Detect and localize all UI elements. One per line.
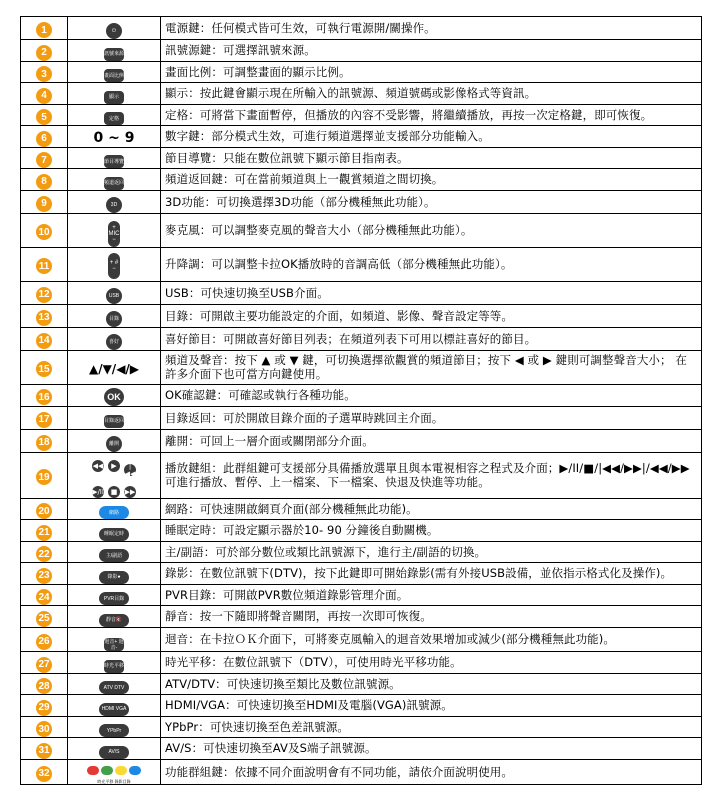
play-keys-icon xyxy=(68,453,160,498)
row-number-badge: 23 xyxy=(36,568,52,584)
row-number-badge: 9 xyxy=(36,196,52,212)
remote-button-icon: 頻道返回 xyxy=(104,177,124,190)
description-cell xyxy=(161,281,702,304)
table-row xyxy=(21,83,702,105)
remote-button-icon: OK xyxy=(104,388,124,406)
row-number-cell xyxy=(21,584,68,606)
button-icon-cell xyxy=(68,61,161,83)
description-text: 播放鍵組：此群組鍵可支援部分具備播放選單且與本電視相容之程式及介面；▶/II/■/|◀◀/▶▶|/◀◀/▶▶可進行播放、暫停、上一檔案、下一檔案、快退及快進等功能。 xyxy=(165,461,690,489)
button-icon-cell xyxy=(68,520,161,542)
description-text: 目錄：可開啟主要功能設定的介面，如頻道、影像、聲音設定等等。 xyxy=(165,308,513,323)
row-number-cell xyxy=(21,673,68,695)
description-text: 畫面比例：可調整畫面的顯示比例。 xyxy=(165,64,351,79)
row-number-badge: 22 xyxy=(36,546,52,562)
table-row xyxy=(21,104,702,126)
description-cell xyxy=(161,652,702,674)
row-number-badge: 18 xyxy=(36,435,52,451)
row-number-cell xyxy=(21,61,68,83)
row-number-cell xyxy=(21,606,68,628)
remote-button-icon: 目錄 xyxy=(106,311,122,327)
description-text: 時光平移：在數位訊號下（DTV），可使用時光平移功能。 xyxy=(165,655,462,670)
play-key-icon: ▶/II xyxy=(92,487,104,496)
row-number-cell xyxy=(21,327,68,350)
remote-button-icon: 節目導覽 xyxy=(104,155,124,168)
row-number-cell xyxy=(21,83,68,105)
row-number-badge: 15 xyxy=(36,361,52,377)
row-number-badge: 7 xyxy=(36,152,52,168)
button-icon-cell xyxy=(68,759,161,784)
row-number-cell xyxy=(21,627,68,652)
table-row xyxy=(21,541,702,563)
description-cell xyxy=(161,40,702,62)
play-key-icon: |◀◀ xyxy=(124,461,136,478)
remote-button-icon: 目錄返回 xyxy=(104,415,124,428)
remote-button-icon: 主/副語 xyxy=(99,549,129,562)
description-cell xyxy=(161,498,702,520)
remote-button-icon: 睡眠定時 xyxy=(99,528,129,541)
remote-button-icon: 顯示 xyxy=(104,91,124,104)
row-number-cell xyxy=(21,169,68,191)
table-row xyxy=(21,281,702,304)
row-number-cell xyxy=(21,406,68,429)
table-row xyxy=(21,190,702,213)
row-number-cell xyxy=(21,213,68,247)
row-number-cell xyxy=(21,695,68,717)
button-icon-cell xyxy=(68,429,161,452)
description-text: 數字鍵：部分模式生效，可進行頻道選擇並支援部分功能輸入。 xyxy=(165,129,490,144)
description-text: 頻道返回鍵：可在當前頻道與上一觀賞頻道之間切換。 xyxy=(165,172,444,187)
description-cell xyxy=(161,563,702,585)
row-number-badge: 11 xyxy=(36,258,52,274)
color-keys-icon xyxy=(68,760,160,784)
button-icon-cell xyxy=(68,40,161,62)
button-icon-cell xyxy=(68,673,161,695)
button-icon-cell xyxy=(68,738,161,760)
description-text: 主/副語：可於部分數位或類比訊號源下，進行主/副語的切換。 xyxy=(165,544,487,559)
row-number-badge: 14 xyxy=(36,333,52,349)
play-key-icon: ▶▶ xyxy=(124,487,136,496)
remote-button-icon: YPbPr xyxy=(99,724,129,737)
description-text: OK確認鍵：可確認或執行各種功能。 xyxy=(165,388,356,402)
button-icon-cell xyxy=(68,350,161,384)
description-cell xyxy=(161,247,702,281)
description-text: 錄影：在數位訊號下(DTV)，按下此鍵即可開始錄影(需有外接USB設備，並依指示格式化及操作)。 xyxy=(165,566,673,581)
row-number-badge: 21 xyxy=(36,525,52,541)
table-row xyxy=(21,350,702,384)
table-row xyxy=(21,40,702,62)
description-text: 電源鍵：任何模式皆可生效，可執行電源開/關操作。 xyxy=(165,21,436,35)
row-number-badge: 1 xyxy=(36,22,52,38)
button-icon-cell xyxy=(68,104,161,126)
row-number-cell xyxy=(21,520,68,542)
table-row xyxy=(21,126,702,148)
row-number-badge: 4 xyxy=(36,88,52,104)
row-number-badge: 29 xyxy=(36,700,52,716)
table-row xyxy=(21,406,702,429)
row-number-cell xyxy=(21,281,68,304)
description-text: PVR目錄：可開啟PVR數位頻道錄影管理介面。 xyxy=(165,587,409,602)
remote-button-icon: 離開 xyxy=(106,436,122,452)
button-icon-cell xyxy=(68,384,161,406)
description-text: 喜好節目：可開啟喜好節目列表；在頻道列表下可用以標註喜好的節目。 xyxy=(165,331,537,346)
row-number-badge: 12 xyxy=(36,287,52,303)
table-row xyxy=(21,695,702,717)
description-cell xyxy=(161,716,702,738)
remote-button-icon: PVR目錄 xyxy=(99,592,129,605)
description-cell xyxy=(161,169,702,191)
table-row xyxy=(21,147,702,169)
button-icon-cell xyxy=(68,126,161,148)
button-icon-cell xyxy=(68,213,161,247)
table-row xyxy=(21,327,702,350)
row-number-badge: 20 xyxy=(36,503,52,519)
table-row xyxy=(21,606,702,628)
description-text: 迴音：在卡拉ＯＫ介面下，可將麥克風輸入的迴音效果增加或減少(部分機種無此功能)。 xyxy=(165,632,615,647)
button-icon-cell xyxy=(68,584,161,606)
remote-button-icon: 喜好 xyxy=(106,334,122,350)
row-number-badge: 16 xyxy=(36,389,52,405)
remote-button-icon: 網路 xyxy=(99,506,129,519)
description-text: 頻道及聲音：按下 ▲ 或 ▼ 鍵，可切換選擇欲觀賞的頻道節目；按下 ◀ 或 ▶ 鍵則可調整聲音大小； 在許多介面下也可當方向鍵使用。 xyxy=(165,353,687,381)
row-number-badge: 27 xyxy=(36,657,52,673)
description-cell xyxy=(161,304,702,327)
remote-button-icon: 靜音🔇 xyxy=(99,614,129,627)
table-row xyxy=(21,652,702,674)
button-icon-cell xyxy=(68,563,161,585)
row-number-badge: 26 xyxy=(36,634,52,650)
row-number-cell xyxy=(21,429,68,452)
description-text: 功能群組鍵：依據不同介面說明會有不同功能，請依介面說明使用。 xyxy=(165,764,513,779)
remote-function-table xyxy=(20,16,702,785)
button-icon-cell xyxy=(68,541,161,563)
description-cell xyxy=(161,327,702,350)
description-text: 3D功能：可切換選擇3D功能（部分機種無此功能）。 xyxy=(165,194,436,209)
table-row xyxy=(21,61,702,83)
row-number-cell xyxy=(21,247,68,281)
button-icon-cell xyxy=(68,17,161,40)
play-key-icon: ▶ xyxy=(108,460,120,472)
color-key-icon xyxy=(129,766,141,775)
remote-button-icon: ⏻ xyxy=(106,23,122,39)
remote-button-icon: 錄影● xyxy=(99,571,129,584)
row-number-cell xyxy=(21,541,68,563)
description-cell xyxy=(161,584,702,606)
row-number-badge: 6 xyxy=(36,131,52,147)
row-number-cell xyxy=(21,190,68,213)
description-cell xyxy=(161,406,702,429)
button-icon-cell xyxy=(68,327,161,350)
button-icon-cell xyxy=(68,190,161,213)
row-number-cell xyxy=(21,716,68,738)
table-row xyxy=(21,429,702,452)
row-number-badge: 10 xyxy=(36,224,52,240)
row-number-cell xyxy=(21,104,68,126)
button-icon-cell xyxy=(68,281,161,304)
row-number-cell xyxy=(21,452,68,498)
description-cell xyxy=(161,695,702,717)
description-cell xyxy=(161,759,702,784)
row-number-cell xyxy=(21,350,68,384)
description-cell xyxy=(161,520,702,542)
description-cell xyxy=(161,17,702,40)
row-number-badge: 28 xyxy=(36,678,52,694)
row-number-badge: 2 xyxy=(36,45,52,61)
row-number-badge: 5 xyxy=(36,109,52,125)
button-icon-cell xyxy=(68,716,161,738)
description-text: USB：可快速切換至USB介面。 xyxy=(165,285,329,300)
description-cell xyxy=(161,61,702,83)
row-number-cell xyxy=(21,40,68,62)
row-number-badge: 24 xyxy=(36,589,52,605)
description-text: 升降調：可以調整卡拉OK播放時的音調高低（部分機種無此功能）。 xyxy=(165,257,513,271)
button-icon-cell xyxy=(68,147,161,169)
table-row xyxy=(21,673,702,695)
button-icon-cell xyxy=(68,452,161,498)
table-row xyxy=(21,584,702,606)
color-key-icon xyxy=(101,766,113,775)
table-row xyxy=(21,738,702,760)
button-icon-cell xyxy=(68,406,161,429)
row-number-cell xyxy=(21,384,68,406)
color-key-icon xyxy=(87,766,99,775)
row-number-badge: 25 xyxy=(36,611,52,627)
description-text: 網路：可快速開啟網頁介面(部分機種無此功能)。 xyxy=(165,501,418,516)
description-cell xyxy=(161,350,702,384)
description-cell xyxy=(161,627,702,652)
number-keys-icon: 0 ~ 9 xyxy=(93,129,135,146)
row-number-cell xyxy=(21,304,68,327)
play-key-icon: ◀◀ xyxy=(92,461,104,470)
remote-button-icon: AV/S xyxy=(99,746,129,759)
button-icon-cell xyxy=(68,83,161,105)
color-key-sub-label: 錄影目錄 xyxy=(114,778,131,784)
description-text: 靜音：按一下隨即將聲音關閉，再按一次即可恢復。 xyxy=(165,609,432,624)
description-text: 離開：可回上一層介面或關閉部分介面。 xyxy=(165,433,374,448)
button-icon-cell xyxy=(68,247,161,281)
description-cell xyxy=(161,83,702,105)
remote-button-icon: USB xyxy=(106,288,122,304)
remote-button-icon: 畫面比例 xyxy=(104,69,124,82)
play-key-icon: ■ xyxy=(108,486,120,498)
description-cell xyxy=(161,147,702,169)
remote-button-icon: 定格 xyxy=(104,112,124,125)
row-number-badge: 13 xyxy=(36,310,52,326)
row-number-cell xyxy=(21,738,68,760)
table-row xyxy=(21,759,702,784)
description-text: 顯示：按此鍵會顯示現在所輸入的訊號源、頻道號碼或影像格式等資訊。 xyxy=(165,86,537,101)
row-number-badge: 17 xyxy=(36,412,52,428)
description-text: 訊號源鍵：可選擇訊號來源。 xyxy=(165,43,316,58)
row-number-cell xyxy=(21,17,68,40)
row-number-cell xyxy=(21,126,68,148)
table-row xyxy=(21,563,702,585)
button-icon-cell xyxy=(68,695,161,717)
row-number-cell xyxy=(21,498,68,520)
row-number-cell xyxy=(21,652,68,674)
description-cell xyxy=(161,452,702,498)
remote-button-icon: HDMI VGA xyxy=(99,703,129,716)
table-row xyxy=(21,627,702,652)
description-text: 睡眠定時：可設定顯示器於10- 90 分鐘後自動關機。 xyxy=(165,523,439,538)
button-icon-cell xyxy=(68,606,161,628)
row-number-badge: 19 xyxy=(36,469,52,485)
row-number-cell xyxy=(21,147,68,169)
row-number-badge: 32 xyxy=(36,766,52,782)
table-row xyxy=(21,213,702,247)
description-cell xyxy=(161,541,702,563)
description-cell xyxy=(161,104,702,126)
description-text: 麥克風：可以調整麥克風的聲音大小（部分機種無此功能）。 xyxy=(165,223,473,237)
color-key-icon xyxy=(115,766,127,775)
button-icon-cell xyxy=(68,652,161,674)
table-row xyxy=(21,17,702,40)
button-icon-cell xyxy=(68,627,161,652)
description-cell xyxy=(161,384,702,406)
row-number-cell xyxy=(21,563,68,585)
description-text: ATV/DTV：可快速切換至類比及數位訊號源。 xyxy=(165,676,401,691)
table-row xyxy=(21,384,702,406)
row-number-cell xyxy=(21,759,68,784)
button-icon-cell xyxy=(68,498,161,520)
description-cell xyxy=(161,673,702,695)
remote-button-icon: 訊號來源 xyxy=(104,48,124,61)
description-text: 目錄返回：可於開啟目錄介面的子選單時跳回主介面。 xyxy=(165,410,444,425)
description-text: 節目導覽：只能在數位訊號下顯示節目指南表。 xyxy=(165,150,409,165)
description-cell xyxy=(161,738,702,760)
table-row xyxy=(21,716,702,738)
row-number-badge: 30 xyxy=(36,721,52,737)
description-text: 定格：可將當下畫面暫停，但播放的內容不受影響，將繼續播放，再按一次定格鍵，即可恢復。 xyxy=(165,107,653,122)
table-row xyxy=(21,247,702,281)
table-row xyxy=(21,452,702,498)
description-cell xyxy=(161,126,702,148)
button-icon-cell xyxy=(68,169,161,191)
remote-button-icon: 迴音+ 迴音- xyxy=(104,638,124,651)
description-cell xyxy=(161,429,702,452)
table-row xyxy=(21,520,702,542)
description-cell xyxy=(161,213,702,247)
row-number-badge: 8 xyxy=(36,174,52,190)
description-text: YPbPr：可快速切換至色差訊號源。 xyxy=(165,719,350,734)
color-key-sub-label: 時光平移 xyxy=(97,778,114,784)
remote-button-icon: + # − xyxy=(108,253,120,279)
table-row xyxy=(21,169,702,191)
table-row xyxy=(21,304,702,327)
remote-button-icon: + MIC − xyxy=(108,221,120,247)
arrow-keys-icon: ▲/▼/◀/▶ xyxy=(88,361,140,376)
remote-button-icon: 3D xyxy=(106,197,122,213)
row-number-badge: 3 xyxy=(36,66,52,82)
description-cell xyxy=(161,190,702,213)
description-text: AV/S：可快速切換至AV及S端子訊號源。 xyxy=(165,741,377,756)
description-cell xyxy=(161,606,702,628)
description-text: HDMI/VGA：可快速切換至HDMI及電腦(VGA)訊號源。 xyxy=(165,698,453,713)
row-number-badge: 31 xyxy=(36,743,52,759)
remote-button-icon: 時光平移 xyxy=(104,660,124,673)
button-icon-cell xyxy=(68,304,161,327)
table-row xyxy=(21,498,702,520)
remote-button-icon: ATV DTV xyxy=(99,681,129,694)
